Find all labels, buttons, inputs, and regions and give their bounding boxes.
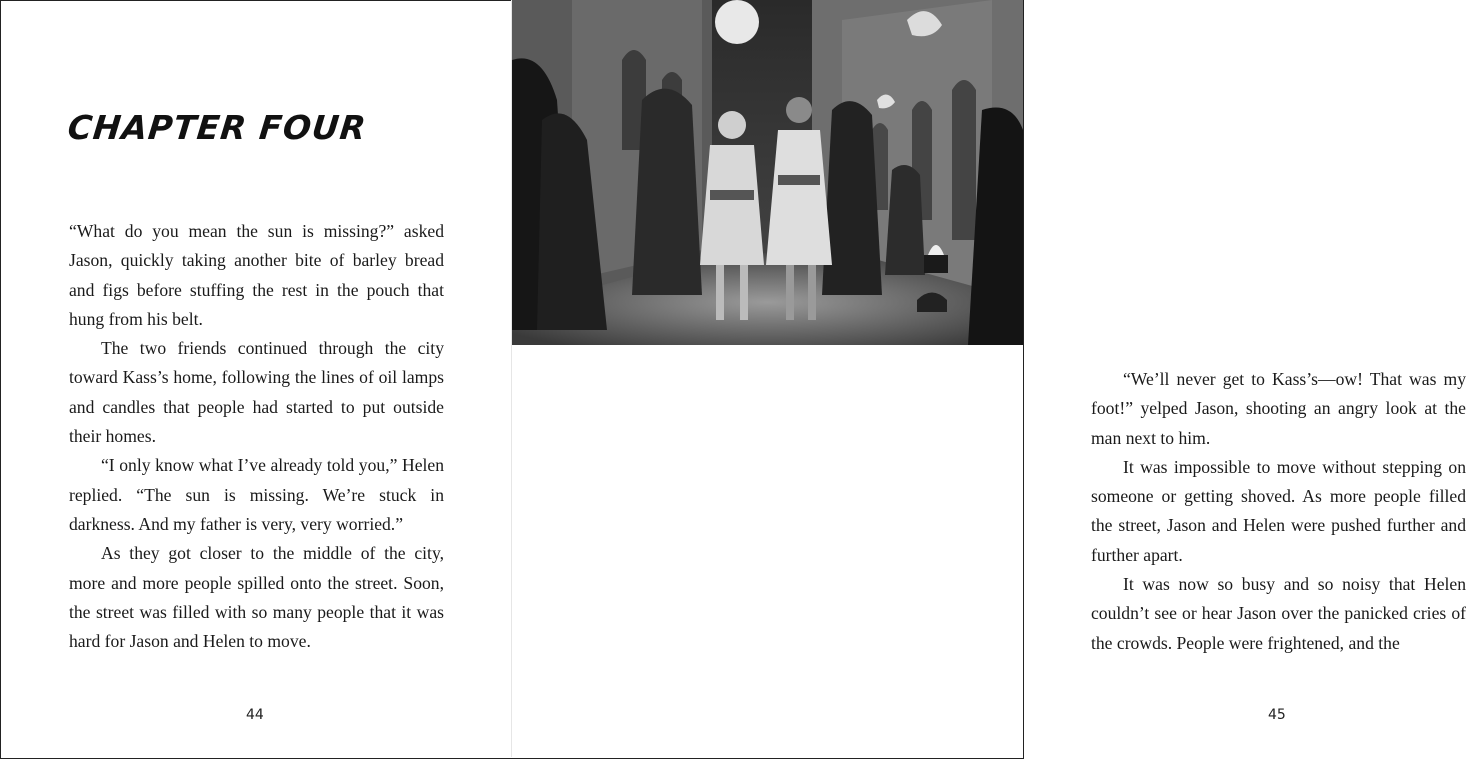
page-number: 45 xyxy=(1268,707,1286,723)
story-illustration xyxy=(512,0,1023,345)
paragraph: “What do you mean the sun is missing?” asked Jason, quickly taking another bite of barley bread and figs before stuffing the rest in the pouch that hung from his belt. xyxy=(69,221,444,329)
chapter-title: CHAPTER FOUR xyxy=(65,108,369,147)
paragraph: As they got closer to the middle of the city, more and more people spilled onto the street. Soon, the street was filled with so many people that it was hard for Jason and Helen to move. xyxy=(69,543,444,652)
paragraph: It was impossible to move without stepping on someone or getting shoved. As more people filled the street, Jason and Helen were pushed further and further apart. xyxy=(1091,456,1466,565)
paragraph: It was now so busy and so noisy that Helen couldn’t see or hear Jason over the panicked cries of the crowds. People were frightened, and the xyxy=(1091,574,1466,653)
paragraph: The two friends continued through the city toward Kass’s home, following the lines of oil lamps and candles that people had started to put outside their homes. xyxy=(69,338,444,447)
left-page xyxy=(0,0,511,757)
right-page-text xyxy=(1091,365,1466,658)
paragraph: “We’ll never get to Kass’s—ow! That was my foot!” yelped Jason, shooting an angry look at the man next to him. xyxy=(1091,369,1466,448)
page-number: 44 xyxy=(246,707,264,723)
left-page-text xyxy=(69,217,444,656)
paragraph: “I only know what I’ve already told you,” Helen replied. “The sun is missing. We’re stuck in darkness. And my father is very, very worried.” xyxy=(69,455,444,534)
